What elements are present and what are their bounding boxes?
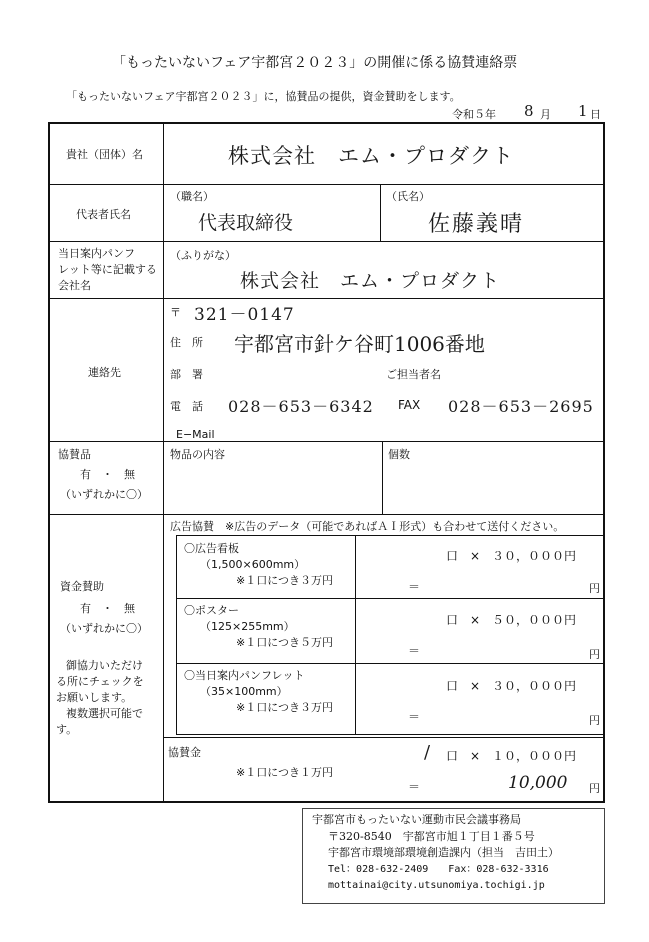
rep-title-value[interactable]: 代表取締役 bbox=[198, 212, 294, 234]
ad-item-equals: ＝ bbox=[408, 580, 421, 594]
contact-label: 連絡先 bbox=[88, 366, 121, 379]
ad-item-price: 口 × ５０，０００円 bbox=[446, 613, 577, 627]
ad-item-size: （35×100mm） bbox=[200, 685, 288, 698]
ad-sponsorship-header: 広告協賛 ※広告のデータ（可能であればＡＩ形式）も合わせて送付ください。 bbox=[170, 520, 565, 533]
ad-item-name[interactable]: 〇当日案内パンフレット bbox=[184, 669, 305, 682]
company-name-value[interactable]: 株式会社 エム・プロダクト bbox=[228, 144, 514, 168]
address-label: 住 所 bbox=[170, 336, 203, 349]
company-label: 貴社（団体）名 bbox=[66, 148, 143, 161]
donation-qty-value[interactable]: / bbox=[424, 742, 431, 763]
ad-item-name[interactable]: 〇広告看板 bbox=[184, 542, 239, 555]
funding-help-text: 御協力いただけ る所にチェックを お願いします。 複数選択可能で す。 bbox=[56, 659, 144, 736]
ad-item-yen: 円 bbox=[589, 714, 600, 727]
date-month-unit: 月 bbox=[540, 108, 551, 121]
document-title: 「もったいないフェア宇都宮２０２３」の開催に係る協賛連絡票 bbox=[112, 55, 518, 71]
date-month-value[interactable]: 8 bbox=[524, 102, 534, 120]
address-value[interactable]: 宇都宮市針ケ谷町1006番地 bbox=[234, 332, 485, 356]
email-label: E−Mail bbox=[176, 428, 215, 441]
postal-mark: 〒 bbox=[170, 306, 181, 319]
funding-label: 資金賛助 bbox=[60, 580, 104, 593]
department-label: 部 署 bbox=[170, 368, 203, 381]
postal-code-value[interactable]: 321－0147 bbox=[194, 305, 295, 325]
ad-item-price: 口 × ３０，０００円 bbox=[446, 679, 577, 693]
date-era: 令和５年 bbox=[452, 108, 496, 121]
pamphlet-company-value[interactable]: 株式会社 エム・プロダクト bbox=[240, 270, 501, 292]
pamphlet-label: 当日案内パンフ レット等に記載する 会社名 bbox=[58, 247, 157, 292]
rep-name-value[interactable]: 佐藤義晴 bbox=[428, 212, 525, 237]
goods-content-label: 物品の内容 bbox=[170, 448, 225, 461]
ad-item-unit-note: ※１口につき５万円 bbox=[236, 636, 333, 649]
donation-price: 口 × １０，０００円 bbox=[446, 749, 577, 763]
goods-note: （いずれかに〇） bbox=[60, 488, 148, 501]
ad-item-price: 口 × ３０，０００円 bbox=[446, 549, 577, 563]
rep-title-label: （職名） bbox=[170, 190, 214, 203]
date-day-unit: 日 bbox=[590, 108, 601, 121]
ad-item-unit-note: ※１口につき３万円 bbox=[236, 574, 333, 587]
intro-text: 「もったいないフェア宇都宮２０２３」に，協賛品の提供，資金賛助をします。 bbox=[66, 90, 461, 103]
donation-unit-note: ※１口につき１万円 bbox=[236, 766, 333, 779]
ad-item-equals: ＝ bbox=[408, 710, 421, 724]
ad-item-unit-note: ※１口につき３万円 bbox=[236, 701, 333, 714]
donation-equals: ＝ bbox=[408, 780, 421, 794]
date-day-value[interactable]: 1 bbox=[578, 102, 588, 120]
ad-item-equals: ＝ bbox=[408, 644, 421, 658]
donation-yen: 円 bbox=[589, 782, 600, 795]
ad-item-size: （125×255mm） bbox=[200, 620, 295, 633]
ad-item-name[interactable]: 〇ポスター bbox=[184, 604, 239, 617]
goods-count-label: 個数 bbox=[388, 448, 410, 461]
office-contact-text: 宇都宮市もったいない運動市民会議事務局 〒320-8540 宇都宮市旭１丁目１番５号 宇都宮市環境部環境創造課内（担当 吉田土） Tel：028-632-2409 Fax：028-632-3316 mottainai@city.utsunomiya.tochigi.jp bbox=[312, 813, 559, 891]
rep-name-label: （氏名） bbox=[386, 190, 430, 203]
donation-amount-value[interactable]: 10,000 bbox=[508, 773, 568, 793]
fax-value[interactable]: 028－653－2695 bbox=[448, 397, 594, 416]
donation-label: 協賛金 bbox=[168, 746, 201, 759]
phone-label: 電 話 bbox=[170, 400, 203, 413]
fax-label: FAX bbox=[398, 398, 421, 412]
ad-item-size: （1,500×600mm） bbox=[200, 558, 306, 571]
phone-value[interactable]: 028－653－6342 bbox=[228, 397, 374, 416]
goods-options[interactable]: 有 ・ 無 bbox=[80, 468, 135, 481]
funding-note: （いずれかに〇） bbox=[60, 622, 148, 635]
funding-options[interactable]: 有 ・ 無 bbox=[80, 602, 135, 615]
ad-item-yen: 円 bbox=[589, 648, 600, 661]
person-in-charge-label: ご担当者名 bbox=[386, 368, 441, 381]
furigana-label: （ふりがな） bbox=[170, 249, 236, 262]
ad-item-yen: 円 bbox=[589, 582, 600, 595]
representative-label: 代表者氏名 bbox=[76, 208, 131, 221]
goods-label: 協賛品 bbox=[58, 448, 91, 461]
